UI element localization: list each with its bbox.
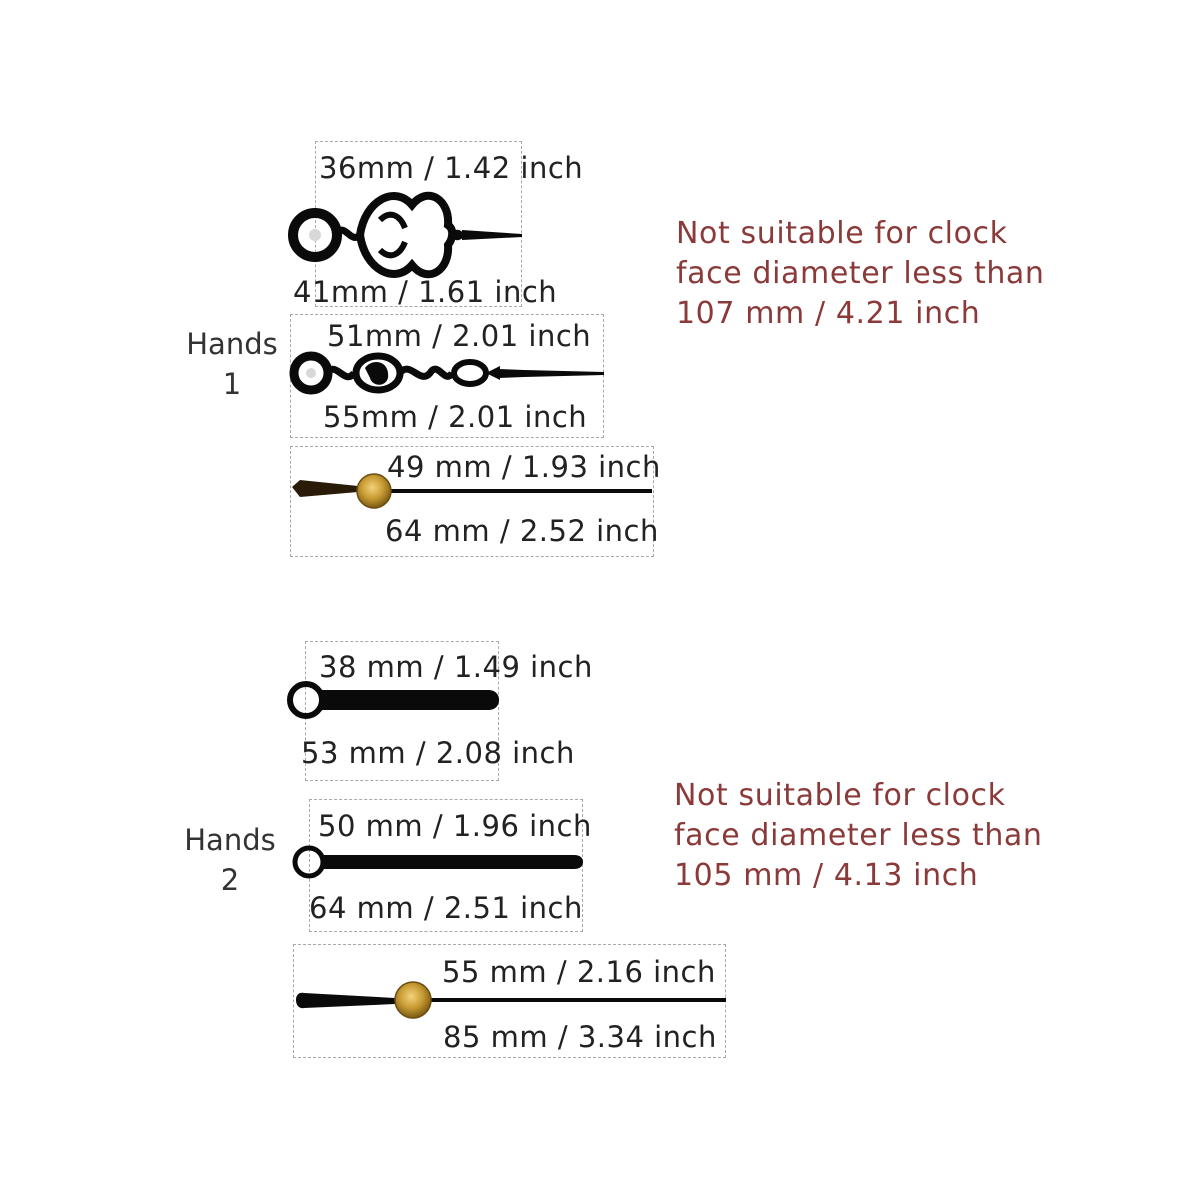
group-1-title-word: Hands bbox=[186, 327, 278, 361]
group-1-warning-line-2: face diameter less than bbox=[676, 256, 1045, 291]
hour-hand-1-top-length: 36mm / 1.42 inch bbox=[319, 151, 584, 185]
group-2-warning-line-1: Not suitable for clock bbox=[674, 778, 1006, 813]
minute-hand-2-top-length: 50 mm / 1.96 inch bbox=[318, 809, 592, 843]
minute-hand-1-top-length: 51mm / 2.01 inch bbox=[327, 319, 592, 353]
group-1-warning-line-1: Not suitable for clock bbox=[676, 216, 1008, 251]
group-2-warning-line-3: 105 mm / 4.13 inch bbox=[674, 858, 979, 893]
straight-minute-hand-icon bbox=[295, 848, 583, 876]
second-hand-2-bottom-length: 85 mm / 3.34 inch bbox=[443, 1020, 717, 1054]
gold-second-hand-icon bbox=[292, 474, 652, 508]
second-hand-1-top-length: 49 mm / 1.93 inch bbox=[387, 450, 661, 484]
group-2-title-word: Hands bbox=[184, 823, 276, 857]
hour-hand-2-top-length: 38 mm / 1.49 inch bbox=[319, 650, 593, 684]
ornate-minute-hand-icon bbox=[294, 356, 604, 390]
group-1-warning-line-3: 107 mm / 4.21 inch bbox=[676, 296, 981, 331]
gold-second-hand-icon bbox=[296, 982, 726, 1018]
group-2-warning-line-2: face diameter less than bbox=[674, 818, 1043, 853]
second-hand-1-bottom-length: 64 mm / 2.52 inch bbox=[385, 514, 659, 548]
hour-hand-2-bottom-length: 53 mm / 2.08 inch bbox=[301, 736, 575, 770]
minute-hand-2-bottom-length: 64 mm / 2.51 inch bbox=[309, 891, 583, 925]
second-hand-2-top-length: 55 mm / 2.16 inch bbox=[442, 955, 716, 989]
straight-hour-hand-icon bbox=[290, 684, 499, 716]
group-1-title-number: 1 bbox=[222, 367, 242, 401]
group-2-title-number: 2 bbox=[220, 863, 240, 897]
minute-hand-1-bottom-length: 55mm / 2.01 inch bbox=[323, 400, 588, 434]
ornate-hour-hand-icon bbox=[293, 196, 522, 275]
hour-hand-1-bottom-length: 41mm / 1.61 inch bbox=[293, 275, 558, 309]
